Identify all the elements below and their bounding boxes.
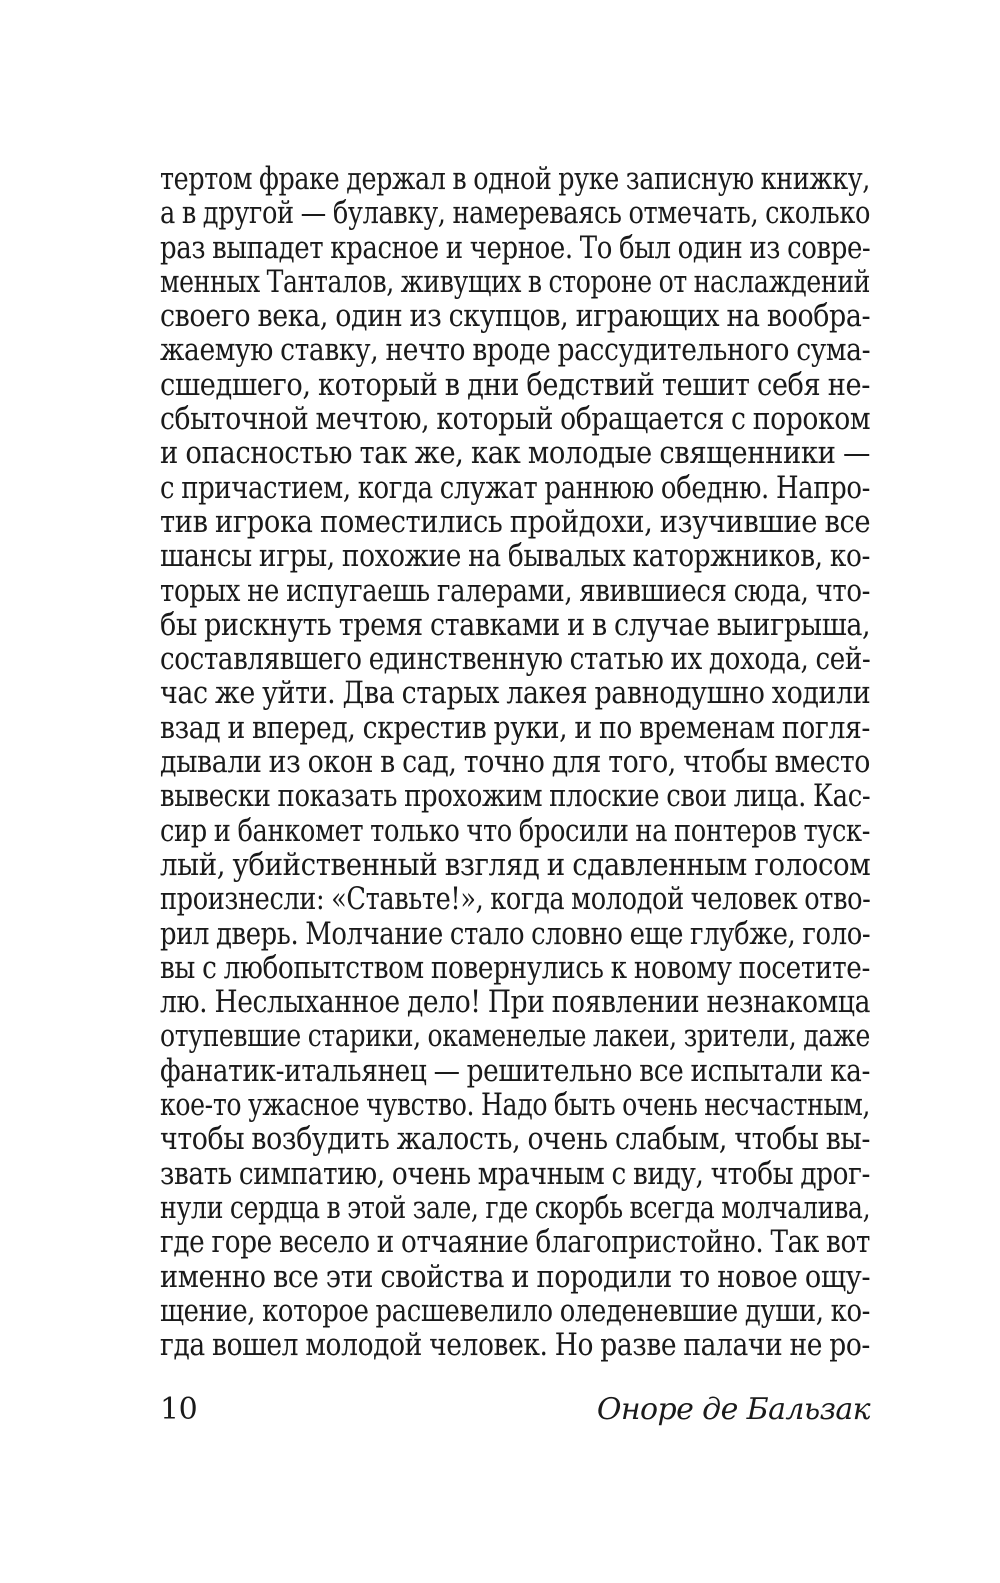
- text-line: звать симпатию, очень мрачным с виду, чтобы дрог-: [160, 1156, 870, 1192]
- text-line: и опасностью так же, как молодые священники —: [160, 436, 870, 472]
- text-line: именно все эти свойства и породили то новое ощу-: [160, 1259, 871, 1295]
- text-line: жаемую ставку, нечто вроде рассудительного сума-: [160, 333, 871, 369]
- text-line: дывали из окон в сад, точно для того, чтобы вместо: [160, 745, 870, 781]
- text-line: тертом фраке держал в одной руке записную книжку,: [160, 162, 870, 197]
- text-line: шансы игры, похожие на бывалых каторжников, ко-: [160, 539, 870, 575]
- text-line: вы с любопытством повернулись к новому посетите-: [160, 950, 870, 986]
- text-line: чтобы возбудить жалость, очень слабым, чтобы вы-: [160, 1122, 870, 1158]
- text-line: произнесли: «Ставьте!», когда молодой человек отво-: [160, 882, 871, 918]
- text-line: торых не испугаешь галерами, явившиеся сюда, что-: [160, 573, 870, 609]
- text-line: раз выпадет красное и черное. То был один из совре-: [160, 230, 871, 266]
- body-text: [160, 163, 870, 1363]
- running-author: Оноре де Бальзак: [596, 1392, 870, 1427]
- text-line: составлявшего единственную статью их дохода, сей-: [160, 642, 871, 678]
- text-line: а в другой — булавку, намереваясь отмечать, сколько: [160, 196, 871, 232]
- text-line: сбыточной мечтою, который обращается с пороком: [160, 402, 871, 438]
- text-line: фанатик-итальянец — решительно все испытали ка-: [160, 1053, 871, 1089]
- text-line: своего века, один из скупцов, играющих на вообра-: [160, 299, 871, 335]
- text-line: сшедшего, который в дни бедствий тешит себя не-: [160, 367, 870, 403]
- text-line: щение, которое расшевелило оледеневшие души, ко-: [160, 1293, 870, 1329]
- text-line: с причастием, когда служат раннюю обедню. Напро-: [160, 470, 870, 506]
- text-line: рил дверь. Молчание стало словно еще глубже, голо-: [160, 916, 871, 952]
- text-line: гда вошел молодой человек. Но разве палачи не ро-: [160, 1328, 870, 1364]
- text-line: менных Танталов, живущих в стороне от наслаждений: [160, 264, 870, 300]
- text-line: нули сердца в этой зале, где скорбь всегда молчалива,: [160, 1190, 871, 1226]
- text-line: кое-то ужасное чувство. Надо быть очень несчастным,: [160, 1088, 871, 1124]
- text-line: отупевшие старики, окаменелые лакеи, зрители, даже: [160, 1019, 870, 1055]
- text-line: взад и вперед, скрестив руки, и по временам погля-: [160, 710, 870, 746]
- text-line: лю. Неслыханное дело! При появлении незнакомца: [160, 985, 870, 1021]
- text-line: тив игрока поместились пройдохи, изучившие все: [160, 504, 871, 540]
- text-line: вывески показать прохожим плоские свои лица. Кас-: [160, 779, 871, 815]
- page-number: 10: [160, 1392, 198, 1427]
- text-line: лый, убийственный взгляд и сдавленным голосом: [160, 847, 871, 883]
- page-footer: [160, 1392, 870, 1432]
- text-line: бы рискнуть тремя ставками и в случае выигрыша,: [160, 607, 871, 643]
- text-line: сир и банкомет только что бросили на понтеров туск-: [160, 813, 871, 849]
- text-line: где горе весело и отчаяние благопристойно. Так вот: [160, 1225, 870, 1261]
- text-line: час же уйти. Два старых лакея равнодушно ходили: [160, 676, 871, 712]
